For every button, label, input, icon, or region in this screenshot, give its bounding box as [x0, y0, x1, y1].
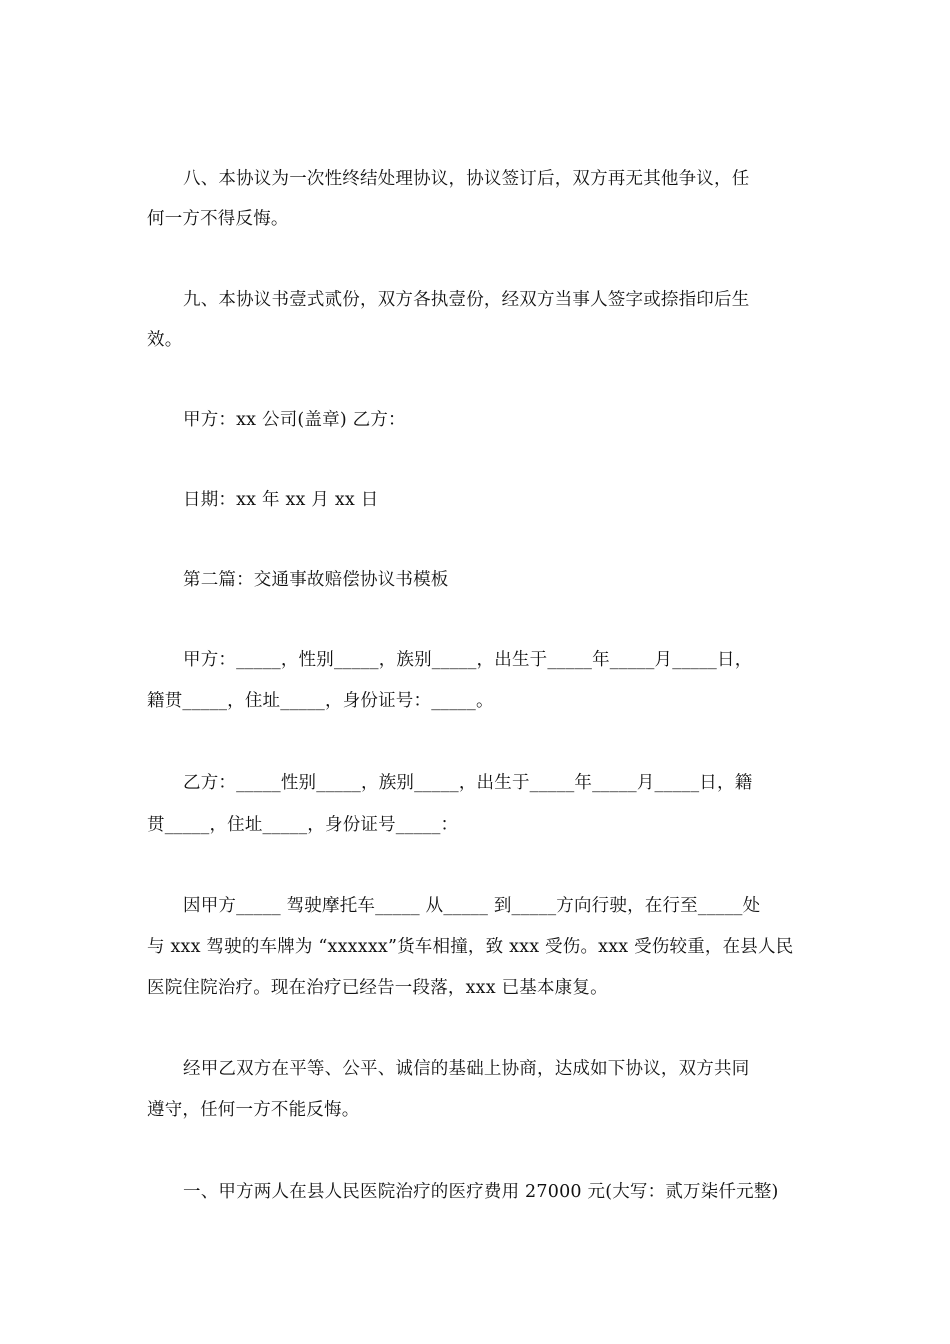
paragraph-9-line-2: 效。	[147, 330, 183, 350]
paragraph-8-line-1: 八、本协议为一次性终结处理协议，协议签订后，双方再无其他争议，任	[183, 169, 750, 189]
paragraph-8-line-2: 何一方不得反悔。	[147, 209, 289, 229]
party-b-line-2: 贯_____，住址_____，身份证号_____：	[147, 815, 459, 835]
party-a-line-1: 甲方：_____，性别_____，族别_____，出生于_____年_____月_____日，	[183, 650, 753, 670]
party-signature-line: 甲方：xx 公司(盖章) 乙方：	[183, 410, 406, 430]
section-heading: 第二篇：交通事故赔偿协议书模板	[183, 570, 449, 590]
date-line: 日期：xx 年 xx 月 xx 日	[183, 490, 379, 510]
agreement-line-2: 遵守，任何一方不能反悔。	[147, 1100, 360, 1120]
clause-1-line: 一、甲方两人在县人民医院治疗的医疗费用 27000 元(大写：贰万柒仟元整)	[183, 1182, 779, 1202]
party-b-line-1: 乙方：_____性别_____，族别_____，出生于_____年_____月_____日，籍	[183, 773, 753, 793]
party-a-line-2: 籍贯_____，住址_____，身份证号：_____。	[147, 691, 494, 711]
accident-line-3: 医院住院治疗。现在治疗已经告一段落，xxx 已基本康复。	[147, 978, 608, 998]
accident-line-1: 因甲方_____ 驾驶摩托车_____ 从_____ 到_____方向行驶，在行至_____处	[183, 896, 761, 916]
accident-line-2: 与 xxx 驾驶的车牌为 “xxxxxx”货车相撞，致 xxx 受伤。xxx 受伤较重，在县人民	[147, 937, 794, 957]
agreement-line-1: 经甲乙双方在平等、公平、诚信的基础上协商，达成如下协议，双方共同	[183, 1059, 750, 1079]
paragraph-9-line-1: 九、本协议书壹式贰份，双方各执壹份，经双方当事人签字或捺指印后生	[183, 290, 750, 310]
